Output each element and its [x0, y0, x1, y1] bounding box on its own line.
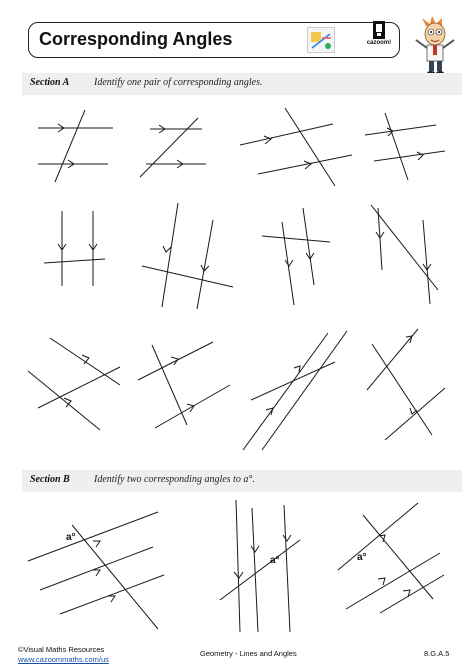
diagram-a12 [367, 329, 445, 440]
diagram-a9 [28, 338, 120, 430]
diagram-a2 [140, 118, 206, 177]
diagram-b2 [220, 500, 300, 632]
section-a-instruction: Identify one pair of corresponding angles. [94, 77, 263, 88]
diagram-a8 [371, 205, 438, 304]
copyright-text: ©Visual Maths Resources [18, 645, 105, 654]
diagram-a11 [243, 331, 347, 450]
angle-a-label-b2: a° [270, 555, 280, 566]
footer-left [18, 645, 109, 665]
diagram-b1 [28, 512, 164, 629]
diagram-a4 [365, 113, 445, 180]
diagram-b3 [338, 503, 444, 613]
diagram-a3 [240, 108, 352, 186]
diagram-a7 [262, 208, 330, 305]
page-title: Corresponding Angles [39, 29, 233, 49]
footer-standard: 8.G.A.5 [424, 649, 450, 658]
section-a-label: Section A [30, 77, 70, 88]
angle-a-label-b1: a° [66, 532, 76, 543]
diagram-a10 [138, 342, 230, 428]
section-b-instruction: Identify two corresponding angles to a°. [94, 474, 255, 485]
website-link[interactable]: www.cazoommaths.com/us [18, 655, 109, 664]
brand-logo-text: cazoom! [366, 40, 392, 46]
section-b-label: Section B [30, 474, 70, 485]
footer-topic: Geometry - Lines and Angles [200, 649, 297, 658]
diagram-a1 [38, 110, 113, 182]
diagram-a5 [44, 211, 105, 286]
angle-a-label-b3: a° [357, 552, 367, 563]
diagram-a6 [142, 203, 233, 309]
